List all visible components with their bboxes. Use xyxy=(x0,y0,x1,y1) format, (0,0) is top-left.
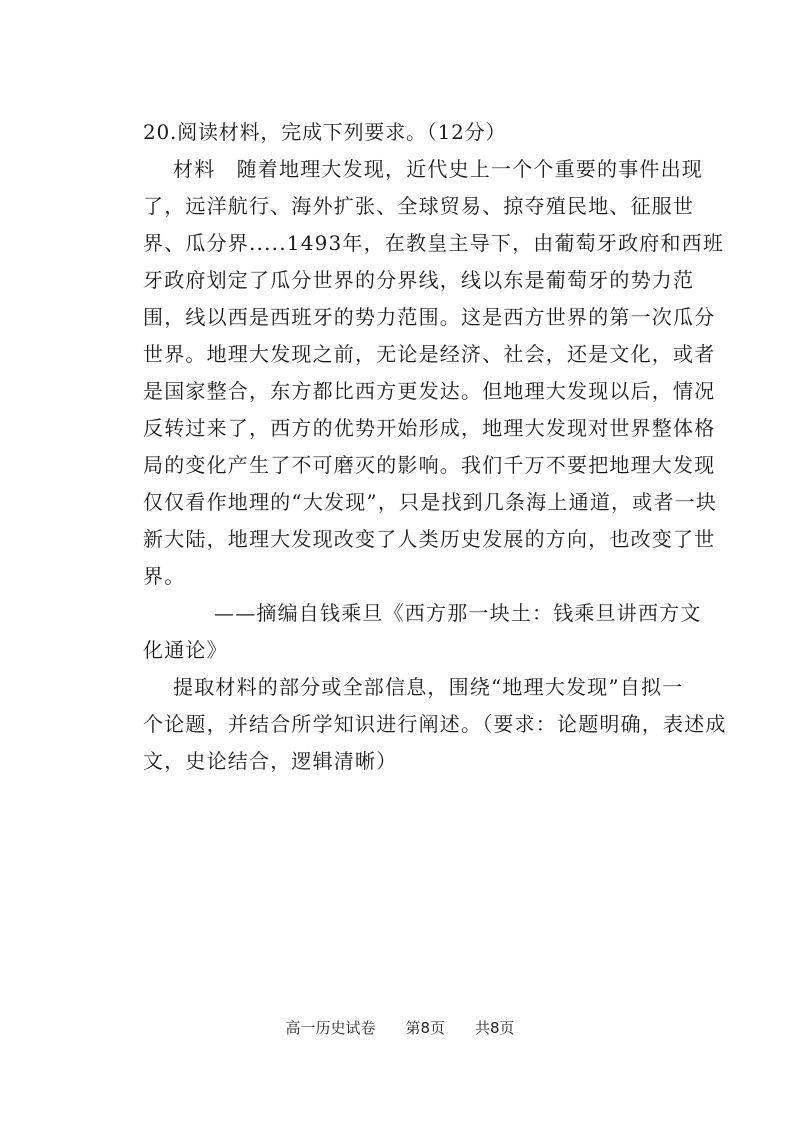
material-line: 材料 随着地理大发现，近代史上一个个重要的事件出现 xyxy=(173,157,703,181)
prompt-line: 文，史论结合，逻辑清晰） xyxy=(143,749,398,773)
material-line: 世界。地理大发现之前，无论是经济、社会，还是文化，或者 xyxy=(143,342,716,366)
question-title: 20.阅读材料，完成下列要求。（12分） xyxy=(143,120,507,144)
material-line: 反转过来了，西方的优势开始形成，地理大发现对世界整体格 xyxy=(143,416,716,440)
material-line: 新大陆，地理大发现改变了人类历史发展的方向，也改变了世 xyxy=(143,527,716,551)
material-line: 仅仅看作地理的“大发现”，只是找到几条海上通道，或者一块 xyxy=(143,490,718,514)
source-citation: 化通论》 xyxy=(143,638,228,662)
material-line: 牙政府划定了瓜分世界的分界线，线以东是葡萄牙的势力范 xyxy=(143,268,695,292)
material-line: 围，线以西是西班牙的势力范围。这是西方世界的第一次瓜分 xyxy=(143,305,716,329)
material-line: 界。 xyxy=(143,564,186,588)
source-citation: ——摘编自钱乘旦《西方那一块土：钱乘旦讲西方文 xyxy=(214,601,702,625)
prompt-line: 提取材料的部分或全部信息，围绕“地理大发现”自拟一 xyxy=(173,675,684,699)
material-line: 是国家整合，东方都比西方更发达。但地理大发现以后，情况 xyxy=(143,379,716,403)
prompt-line: 个论题，并结合所学知识进行阐述。（要求：论题明确，表述成 xyxy=(143,712,727,736)
material-line: 界、瓜分界.....1493年，在教皇主导下，由葡萄牙政府和西班 xyxy=(143,231,725,255)
page-footer: 高一历史试卷 第8页 共8页 xyxy=(285,1019,515,1037)
material-line: 了，远洋航行、海外扩张、全球贸易、掠夺殖民地、征服世 xyxy=(143,194,695,218)
material-line: 局的变化产生了不可磨灭的影响。我们千万不要把地理大发现 xyxy=(143,453,716,477)
